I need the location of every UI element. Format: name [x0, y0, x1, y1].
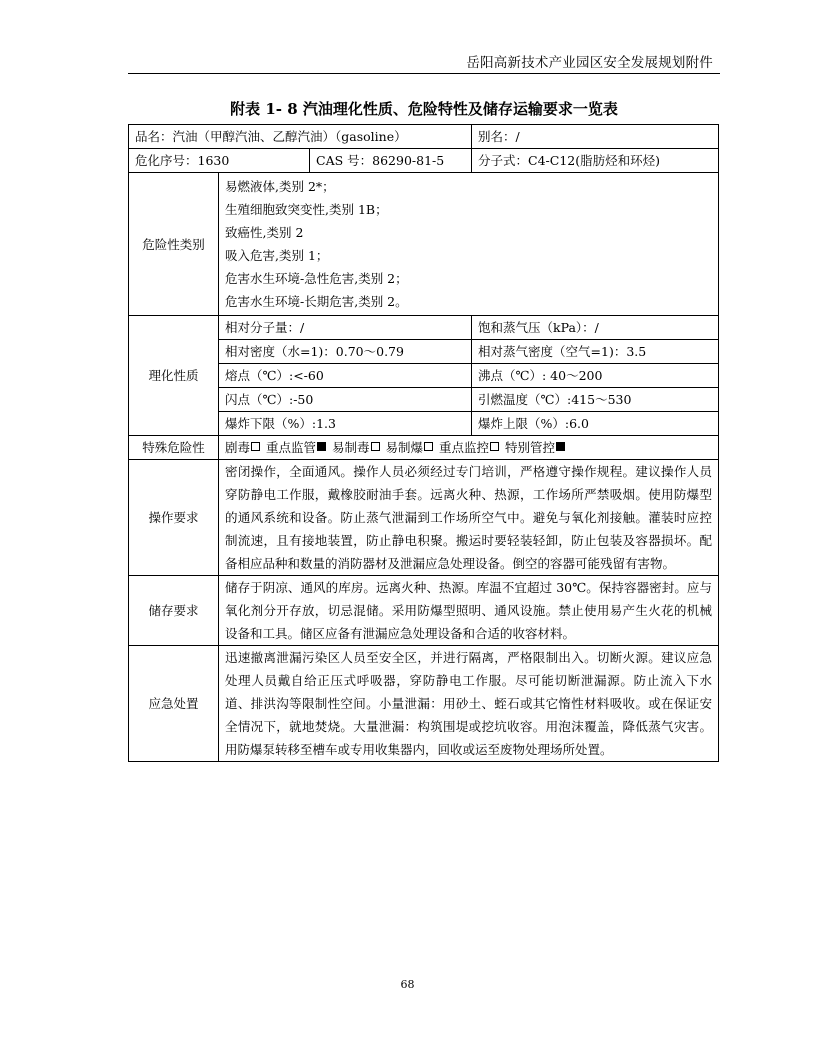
info-row-name: [129, 125, 719, 149]
hazard-category-list: [219, 173, 719, 316]
chemical-property-table: [128, 124, 719, 762]
page-header: 岳阳高新技术产业园区安全发展规划附件: [466, 55, 713, 71]
relative-density: 相对密度（水=1)：0.70～0.79: [219, 340, 472, 364]
ignition-temperature: 引燃温度（℃）:415～530: [472, 388, 719, 412]
melting-point: 熔点（℃）:<-60: [219, 364, 472, 388]
cas-number: CAS 号：86290-81-5: [310, 149, 472, 173]
checkbox-icon: [556, 442, 565, 451]
page-number: 68: [400, 978, 415, 991]
storage-label: 储存要求: [129, 576, 219, 646]
molecular-weight: 相对分子量：/: [219, 316, 472, 340]
flash-point: 闪点（℃）:-50: [219, 388, 472, 412]
lower-explosive-limit: 爆炸下限（%）:1.3: [219, 412, 472, 436]
hazard-category-row: [129, 173, 719, 316]
storage-text: 储存于阴凉、通风的库房。远离火种、热源。库温不宜超过 30℃。保持容器密封。应与氧化剂分开存放，切忌混储。采用防爆型照明、通风设施。禁止使用易产生火花的机械设备和工具。储区应备有泄漏应急处理设备和合适的收容材料。: [219, 576, 719, 646]
saturated-vapor-pressure: 饱和蒸气压（kPa）：/: [472, 316, 719, 340]
special-hazard-tags: [219, 436, 719, 460]
hazard-category-item: 致癌性,类别 2: [225, 225, 304, 240]
special-hazard-row: [129, 436, 719, 460]
tag-special-control: 特别管控: [505, 436, 567, 459]
operation-text: 密闭操作，全面通风。操作人员必须经过专门培训，严格遵守操作规程。建议操作人员穿防静电工作服，戴橡胶耐油手套。远离火种、热源，工作场所严禁吸烟。使用防爆型的通风系统和设备。防止蒸气泄漏到工作场所空气中。避免与氧化剂接触。灌装时应控制流速，且有接地装置，防止静电积聚。搬运时要轻装轻卸，防止包装及容器损坏。配备相应品种和数量的消防器材及泄漏应急处理设备。倒空的容器可能残留有害物。: [219, 460, 719, 576]
product-name: 品名：汽油（甲醇汽油、乙醇汽油）（gasoline）: [129, 125, 472, 149]
special-hazard-label: 特殊危险性: [129, 436, 219, 460]
alias: 别名：/: [472, 125, 719, 149]
tag-precursor: 易制毒: [332, 436, 382, 459]
storage-row: [129, 576, 719, 646]
hazard-category-item: 吸入危害,类别 1；: [225, 248, 329, 263]
boiling-point: 沸点（℃）: 40～200: [472, 364, 719, 388]
tag-key-monitoring: 重点监控: [439, 436, 501, 459]
emergency-text: 迅速撤离泄漏污染区人员至安全区，并进行隔离，严格限制出入。切断火源。建议应急处理人员戴自给正压式呼吸器，穿防静电工作服。尽可能切断泄漏源。防止流入下水道、排洪沟等限制性空间。小量泄漏：用砂土、蛭石或其它惰性材料吸收。或在保证安全情况下，就地焚烧。大量泄漏：构筑围堤或挖坑收容。用泡沫覆盖，降低蒸气灾害。用防爆泵转移至槽车或专用收集器内，回收或运至废物处理场所处置。: [219, 646, 719, 762]
checkbox-icon: [371, 442, 380, 451]
physchem-row: [129, 316, 719, 340]
tag-explosive-precursor: 易制爆: [386, 436, 436, 459]
checkbox-icon: [424, 442, 433, 451]
molecular-formula: 分子式：C4-C12(脂肪烃和环烃): [472, 149, 719, 173]
physchem-label: 理化性质: [129, 316, 219, 436]
tag-key-supervision: 重点监管: [266, 436, 328, 459]
hazard-category-item: 生殖细胞致突变性,类别 1B；: [225, 202, 388, 217]
checkbox-icon: [490, 442, 499, 451]
header-rule: [128, 73, 720, 74]
operation-label: 操作要求: [129, 460, 219, 576]
checkbox-icon: [251, 442, 260, 451]
hazard-category-item: 危害水生环境-急性危害,类别 2；: [225, 271, 408, 286]
checkbox-icon: [317, 442, 326, 451]
emergency-label: 应急处置: [129, 646, 219, 762]
info-row-ids: [129, 149, 719, 173]
tag-toxic: 剧毒: [225, 436, 262, 459]
hazard-serial-no: 危化序号：1630: [129, 149, 310, 173]
hazard-category-item: 易燃液体,类别 2*；: [225, 179, 335, 194]
upper-explosive-limit: 爆炸上限（%）:6.0: [472, 412, 719, 436]
hazard-category-label: 危险性类别: [129, 173, 219, 316]
emergency-row: [129, 646, 719, 762]
operation-row: [129, 460, 719, 576]
relative-vapor-density: 相对蒸气密度（空气=1)：3.5: [472, 340, 719, 364]
table-title: 附表 1- 8 汽油理化性质、危险特性及储存运输要求一览表: [230, 100, 618, 118]
hazard-category-item: 危害水生环境-长期危害,类别 2。: [225, 294, 408, 309]
